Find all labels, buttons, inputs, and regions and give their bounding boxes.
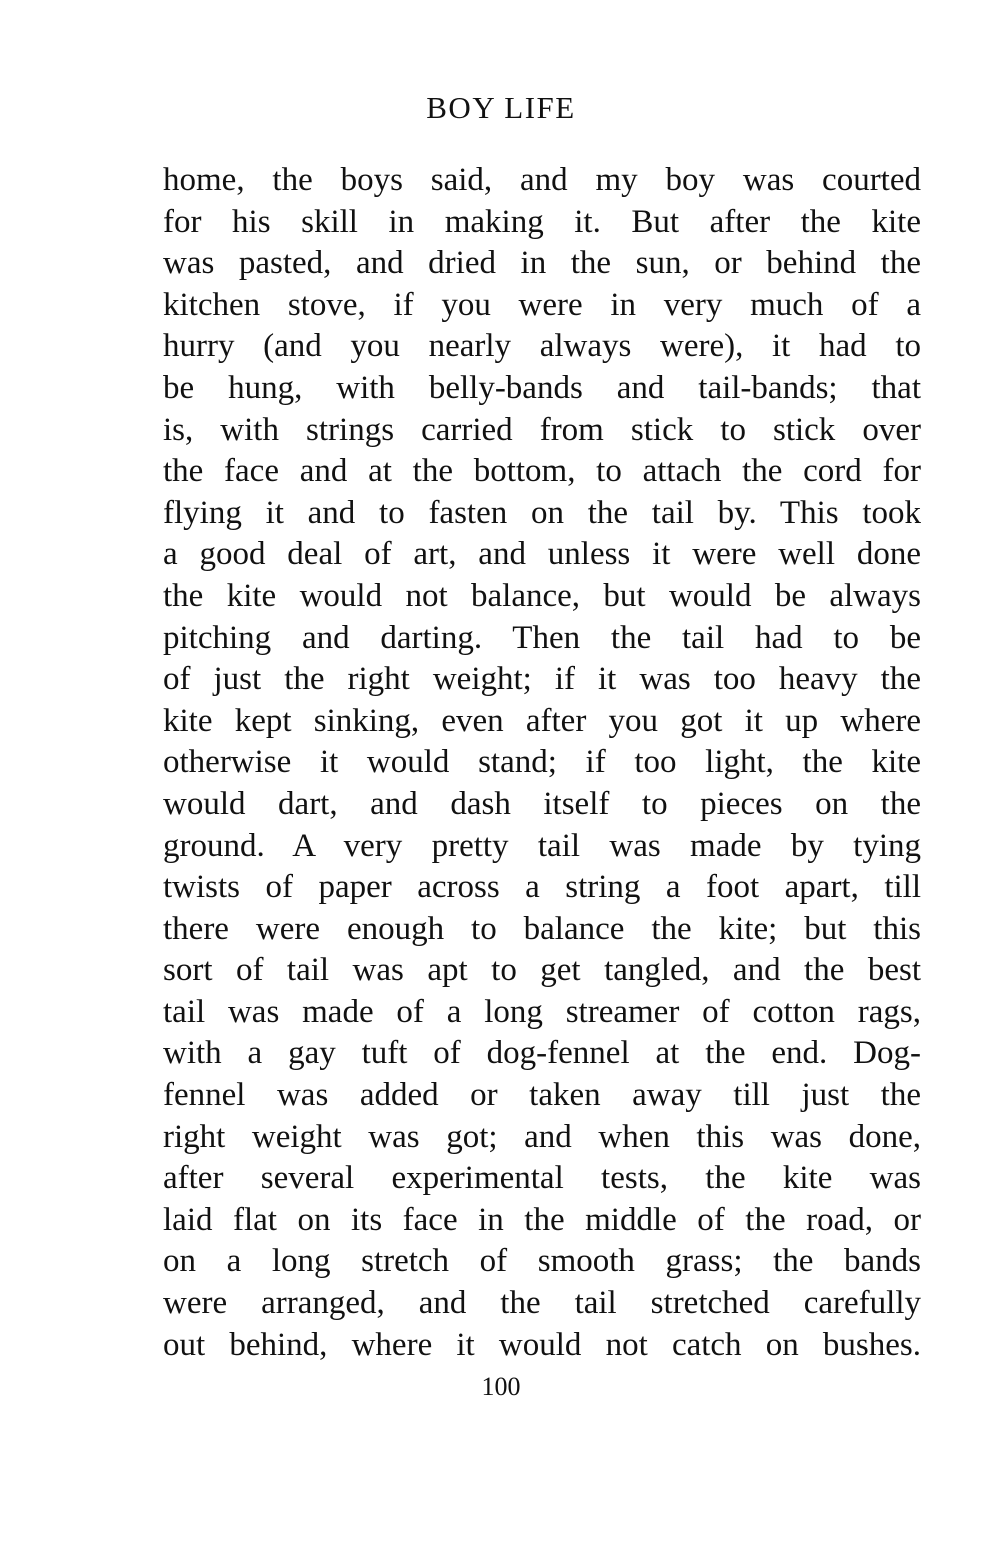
text-line (163, 742, 921, 784)
text-line-content: hurry (and you nearly always were), it had to (163, 328, 921, 365)
text-line-content: out behind, where it would not catch on bushes. (163, 1326, 921, 1363)
text-line-content: flying it and to fasten on the tail by. This took (163, 494, 921, 531)
text-line-content: be hung, with belly-bands and tail-bands; that (163, 369, 921, 406)
text-line (163, 784, 921, 826)
text-line-content: pitching and darting. Then the tail had to be (163, 619, 921, 656)
text-line-content: of just the right weight; if it was too heavy the (163, 661, 921, 698)
text-line-content: laid flat on its face in the middle of the road, or (163, 1201, 921, 1238)
text-line (163, 659, 921, 701)
text-line (163, 1241, 921, 1283)
running-head: BOY LIFE (426, 90, 576, 125)
text-line-content: kite kept sinking, even after you got it up where (163, 702, 921, 739)
text-line-content: would dart, and dash itself to pieces on the (163, 785, 921, 822)
text-line (163, 202, 921, 244)
text-line-content: twists of paper across a string a foot apart, till (163, 869, 921, 906)
text-line-content: kitchen stove, if you were in very much of a (163, 286, 921, 323)
text-line-content: otherwise it would stand; if too light, the kite (163, 744, 921, 781)
text-line (163, 1158, 921, 1200)
text-line-content: the kite would not balance, but would be always (163, 577, 921, 614)
body-text (163, 160, 921, 1366)
text-line (163, 326, 921, 368)
text-line-content: was pasted, and dried in the sun, or behind the (163, 245, 921, 282)
text-line-content: is, with strings carried from stick to stick over (163, 411, 921, 448)
text-line-content: on a long stretch of smooth grass; the bands (163, 1243, 921, 1280)
text-line (163, 451, 921, 493)
text-line (163, 285, 921, 327)
text-line (163, 1325, 921, 1367)
text-line (163, 909, 921, 951)
text-line (163, 160, 921, 202)
text-line (163, 701, 921, 743)
text-line-content: a good deal of art, and unless it were well done (163, 536, 921, 573)
text-line (163, 992, 921, 1034)
text-line-content: ground. A very pretty tail was made by tying (163, 827, 921, 864)
text-line (163, 493, 921, 535)
text-line (163, 1283, 921, 1325)
text-line-content: with a gay tuft of dog-fennel at the end. Dog- (163, 1035, 921, 1072)
text-line (163, 410, 921, 452)
text-line (163, 950, 921, 992)
text-line-content: there were enough to balance the kite; but this (163, 910, 921, 947)
text-line (163, 534, 921, 576)
text-line (163, 1033, 921, 1075)
text-line-content: right weight was got; and when this was done, (163, 1118, 921, 1155)
text-line-content: for his skill in making it. But after the kite (163, 203, 921, 240)
text-line-content: tail was made of a long streamer of cotton rags, (163, 993, 921, 1030)
text-line (163, 826, 921, 868)
text-line-content: sort of tail was apt to get tangled, and the best (163, 952, 921, 989)
text-line (163, 618, 921, 660)
text-line (163, 1117, 921, 1159)
text-line (163, 867, 921, 909)
text-line-content: after several experimental tests, the kite was (163, 1160, 921, 1197)
text-line (163, 243, 921, 285)
text-line-content: home, the boys said, and my boy was courted (163, 162, 921, 198)
text-line-content: were arranged, and the tail stretched carefully (163, 1285, 921, 1322)
text-line (163, 1200, 921, 1242)
text-line-content: fennel was added or taken away till just the (163, 1077, 921, 1114)
text-line (163, 576, 921, 618)
text-line (163, 368, 921, 410)
text-line (163, 1075, 921, 1117)
text-line-content: the face and at the bottom, to attach the cord for (163, 453, 921, 490)
page-number: 100 (481, 1372, 521, 1401)
